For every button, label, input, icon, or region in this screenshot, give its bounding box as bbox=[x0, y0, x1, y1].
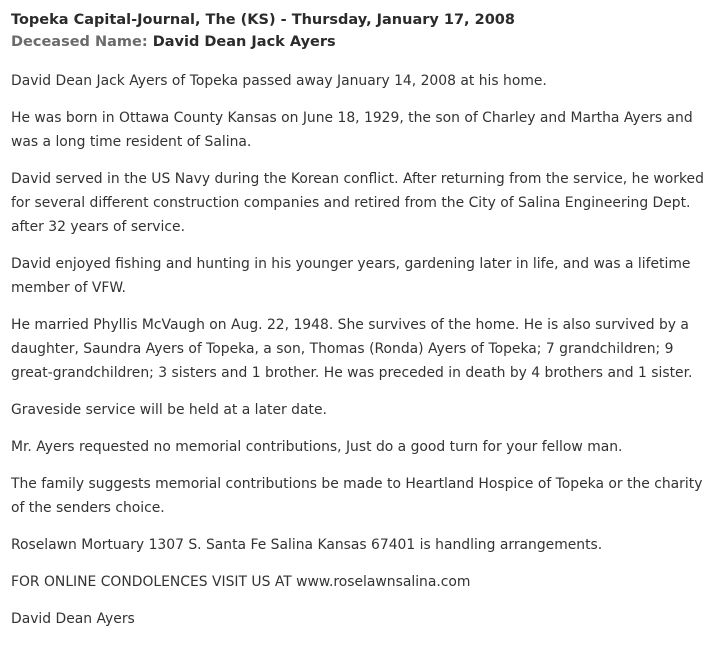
paragraph-family: He married Phyllis McVaugh on Aug. 22, 1948. She survives of the home. He is also survived by a daughter, Saundra Ayers of Topeka, a son, Thomas (Ronda) Ayers of Topeka; 7 grandchildren; 9 great-grandchildren; 3 sisters and 1 brother. He was preceded in death by 4 brothers and 1 sister. bbox=[11, 317, 693, 381]
deceased-name-label: Deceased Name: bbox=[11, 34, 148, 50]
paragraph-contributions-request: Mr. Ayers requested no memorial contributions, Just do a good turn for your fellow man. bbox=[11, 439, 623, 455]
deceased-name-line bbox=[11, 31, 709, 53]
paragraph-signature-name: David Dean Ayers bbox=[11, 611, 135, 627]
paragraph-career: David served in the US Navy during the Korean conflict. After returning from the service, he worked for several different construction companies and retired from the City of Salina Engineering Dept. after 32 years of service. bbox=[11, 171, 704, 235]
obituary-header bbox=[11, 9, 709, 53]
paragraph-memorial-contributions: The family suggests memorial contributions be made to Heartland Hospice of Topeka or the charity of the senders choice. bbox=[11, 476, 703, 516]
paragraph-hobbies: David enjoyed fishing and hunting in his younger years, gardening later in life, and was a lifetime member of VFW. bbox=[11, 256, 691, 296]
deceased-name-value: David Dean Jack Ayers bbox=[152, 34, 336, 50]
paragraph-arrangements: Roselawn Mortuary 1307 S. Santa Fe Salina Kansas 67401 is handling arrangements. bbox=[11, 537, 603, 553]
paragraph-service: Graveside service will be held at a later date. bbox=[11, 402, 327, 418]
publication-title: Topeka Capital-Journal, The (KS) - Thursday, January 17, 2008 bbox=[11, 12, 515, 28]
paragraph-birth: He was born in Ottawa County Kansas on June 18, 1929, the son of Charley and Martha Ayers and was a long time resident of Salina. bbox=[11, 110, 693, 150]
obituary-body bbox=[11, 69, 709, 631]
paragraph-death-notice: David Dean Jack Ayers of Topeka passed away January 14, 2008 at his home. bbox=[11, 73, 547, 89]
paragraph-condolences: FOR ONLINE CONDOLENCES VISIT US AT www.roselawnsalina.com bbox=[11, 574, 471, 590]
